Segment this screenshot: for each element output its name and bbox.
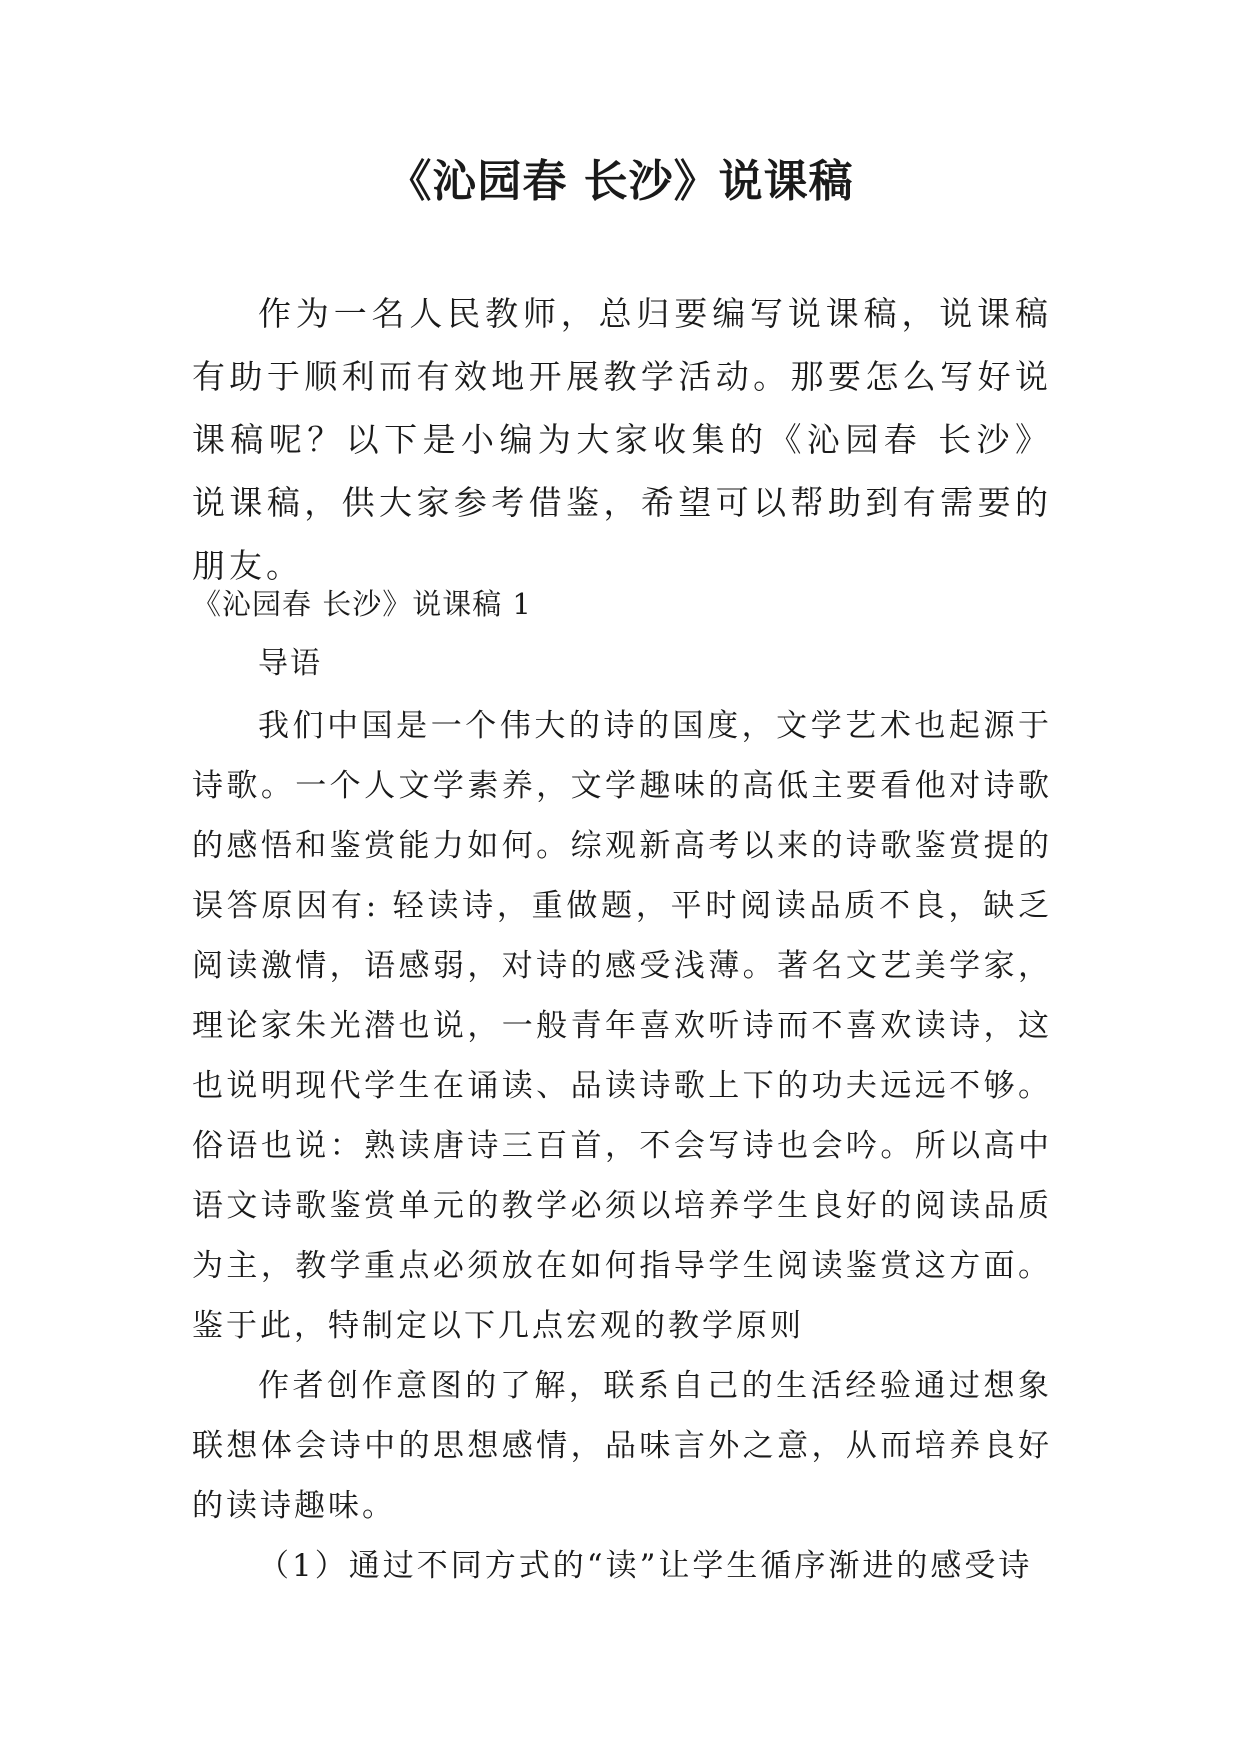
document-title: 《沁园春 长沙》说课稿 xyxy=(387,156,854,207)
body-paragraph: 我们中国是一个伟大的诗的国度，文学艺术也起源于诗歌。一个人文学素养，文学趣味的高低主要看他对诗歌的感悟和鉴赏能力如何。综观新高考以来的诗歌鉴赏提的误答原因有: 轻读诗，重做题，平时阅读品质不良，缺乏阅读激情，语感弱，对诗的感受浅薄。著名文艺美学家，理论家朱光潜也说，一般青年喜欢听诗而不喜欢读诗，这也说明现代学生在诵读、品读诗歌上下的功夫远远不够。俗语也说：熟读唐诗三百首，不会写诗也会吟。所以高中语文诗歌鉴赏单元的教学必须以培养学生良好的阅读品质为主，教学重点必须放在如何指导学生阅读鉴赏这方面。鉴于此，特制定以下几点宏观的教学原则 xyxy=(192,708,1052,1344)
subheading-daoyu: 导语 xyxy=(258,646,322,681)
body-paragraph: 作者创作意图的了解，联系自己的生活经验通过想象联想体会诗中的思想感情，品味言外之意，从而培养良好的读诗趣味。 xyxy=(192,1368,1052,1524)
section-heading: 《沁园春 长沙》说课稿 1 xyxy=(192,587,532,621)
intro-paragraph: 作为一名人民教师，总归要编写说课稿，说课稿有助于顺利而有效地开展教学活动。那要怎么写好说课稿呢？以下是小编为大家收集的《沁园春 长沙》说课稿，供大家参考借鉴，希望可以帮助到有需要的朋友。 xyxy=(192,294,1052,585)
body-paragraph: （1）通过不同方式的“读”让学生循序渐进的感受诗 xyxy=(258,1548,1033,1584)
lesson-section xyxy=(192,580,1052,1596)
